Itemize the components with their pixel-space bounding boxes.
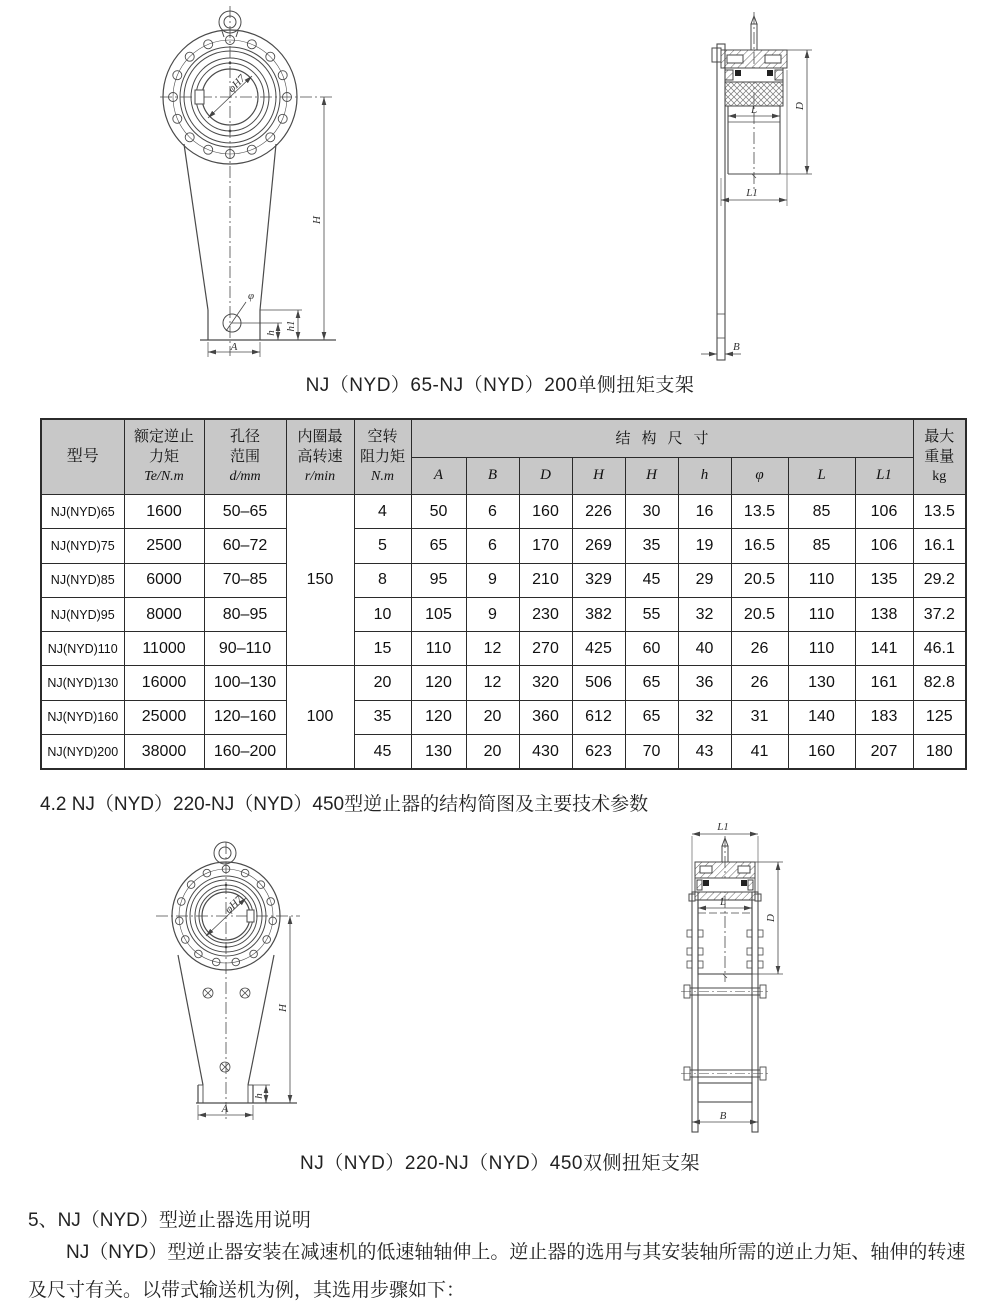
cell-idle-torque: 45 <box>354 735 411 770</box>
cell-dim: 130 <box>411 735 466 770</box>
cell-model: NJ(NYD)130 <box>41 666 124 700</box>
cell-idle-torque: 35 <box>354 700 411 734</box>
cell-torque: 2500 <box>124 529 204 563</box>
cell-dim: 161 <box>855 666 913 700</box>
header-unit: r/min <box>304 469 336 485</box>
cell-dim: 20 <box>466 700 519 734</box>
dim-label-H: H <box>311 216 323 224</box>
cell-dim: 31 <box>731 700 788 734</box>
header-line: 最大 <box>924 428 955 446</box>
cell-dim: 269 <box>572 529 625 563</box>
header-unit: Te/N.m <box>144 469 184 485</box>
table-row <box>41 735 966 770</box>
cell-dim: 12 <box>466 666 519 700</box>
header-unit: N.m <box>371 469 394 485</box>
table-row <box>41 700 966 734</box>
dim-label-B: B <box>733 341 740 353</box>
dim-label-A: A <box>230 341 238 353</box>
header-line: 范围 <box>229 447 260 465</box>
cell-model: NJ(NYD)95 <box>41 597 124 631</box>
cell-dim: 9 <box>466 597 519 631</box>
cell-torque: 11000 <box>124 632 204 666</box>
col-header-model: 型号 <box>41 419 124 495</box>
dim-label-h: h <box>253 1093 265 1099</box>
cell-bore-range: 70–85 <box>204 563 286 597</box>
header-line: 额定逆止 <box>133 428 194 446</box>
cell-dim: 135 <box>855 563 913 597</box>
cell-model: NJ(NYD)75 <box>41 529 124 563</box>
table-row <box>41 597 966 631</box>
cell-weight: 180 <box>913 735 966 770</box>
cell-model: NJ(NYD)110 <box>41 632 124 666</box>
dim-label-B: B <box>719 1110 727 1122</box>
cell-dim: 20 <box>466 735 519 770</box>
cell-model: NJ(NYD)65 <box>41 495 124 529</box>
cell-dim: 140 <box>788 700 855 734</box>
cell-dim: 50 <box>411 495 466 529</box>
cell-dim: 138 <box>855 597 913 631</box>
col-header-weight <box>913 419 966 495</box>
cell-dim: 6 <box>466 529 519 563</box>
cell-dim: 430 <box>519 735 572 770</box>
col-header-dim-A: A <box>411 458 466 495</box>
dim-label-H: H <box>277 1004 289 1012</box>
cell-dim: 506 <box>572 666 625 700</box>
spec-table <box>40 418 967 770</box>
dim-label-L: L <box>750 104 758 116</box>
cell-model: NJ(NYD)160 <box>41 700 124 734</box>
table-row <box>41 632 966 666</box>
cell-dim: 230 <box>519 597 572 631</box>
cell-idle-torque: 10 <box>354 597 411 631</box>
cell-model: NJ(NYD)85 <box>41 563 124 597</box>
col-header-speed <box>286 419 354 495</box>
cell-dim: 110 <box>788 597 855 631</box>
cell-dim: 60 <box>625 632 678 666</box>
header-unit: d/mm <box>229 469 261 485</box>
cell-dim: 329 <box>572 563 625 597</box>
header-line: 高转速 <box>297 447 343 465</box>
cell-dim: 13.5 <box>731 495 788 529</box>
cell-dim: 320 <box>519 666 572 700</box>
cell-weight: 13.5 <box>913 495 966 529</box>
cell-dim: 160 <box>519 495 572 529</box>
header-line: 力矩 <box>148 447 179 465</box>
cell-dim: 26 <box>731 666 788 700</box>
cell-idle-torque: 4 <box>354 495 411 529</box>
cell-weight: 125 <box>913 700 966 734</box>
cell-dim: 65 <box>625 700 678 734</box>
cell-dim: 106 <box>855 529 913 563</box>
single-bracket-caption: NJ（NYD）65-NJ（NYD）200单侧扭矩支架 <box>305 375 695 396</box>
header-line: 阻力矩 <box>359 447 405 465</box>
cell-dim: 95 <box>411 563 466 597</box>
cell-dim: 32 <box>678 597 731 631</box>
header-line: 内圈最 <box>297 428 343 446</box>
double-torque-arm-front-drawing <box>148 840 323 1130</box>
col-header-dim-H2: H <box>625 458 678 495</box>
cell-idle-torque: 8 <box>354 563 411 597</box>
cell-dim: 65 <box>411 529 466 563</box>
cell-max-speed: 100 <box>286 666 354 769</box>
cell-dim: 20.5 <box>731 597 788 631</box>
cell-bore-range: 80–95 <box>204 597 286 631</box>
table-row <box>41 563 966 597</box>
cell-dim: 45 <box>625 563 678 597</box>
col-header-bore <box>204 419 286 495</box>
cell-dim: 9 <box>466 563 519 597</box>
cell-dim: 29 <box>678 563 731 597</box>
cell-dim: 160 <box>788 735 855 770</box>
cell-torque: 6000 <box>124 563 204 597</box>
cell-dim: 382 <box>572 597 625 631</box>
col-header-idle-torque <box>354 419 411 495</box>
cell-dim: 110 <box>788 632 855 666</box>
cell-dim: 55 <box>625 597 678 631</box>
cell-bore-range: 90–110 <box>204 632 286 666</box>
dim-label-h1: h1 <box>285 320 297 332</box>
dim-label-h: h <box>265 330 277 336</box>
cell-torque: 1600 <box>124 495 204 529</box>
cell-dim: 65 <box>625 666 678 700</box>
cell-dim: 6 <box>466 495 519 529</box>
cell-dim: 35 <box>625 529 678 563</box>
table-row <box>41 666 966 700</box>
dim-label-L: L <box>719 896 727 908</box>
col-header-dim-D: D <box>519 458 572 495</box>
cell-weight: 37.2 <box>913 597 966 631</box>
cell-dim: 40 <box>678 632 731 666</box>
section-5-heading: 5、NJ（NYD）型逆止器选用说明 <box>28 1210 311 1231</box>
cell-torque: 38000 <box>124 735 204 770</box>
cell-dim: 26 <box>731 632 788 666</box>
cell-dim: 425 <box>572 632 625 666</box>
cell-dim: 30 <box>625 495 678 529</box>
cell-dim: 226 <box>572 495 625 529</box>
cell-dim: 43 <box>678 735 731 770</box>
single-torque-arm-front-drawing <box>140 4 350 366</box>
cell-dim: 120 <box>411 666 466 700</box>
cell-dim: 106 <box>855 495 913 529</box>
cell-dim: 120 <box>411 700 466 734</box>
cell-dim: 105 <box>411 597 466 631</box>
cell-dim: 210 <box>519 563 572 597</box>
col-header-dim-L1: L1 <box>855 458 913 495</box>
cell-bore-range: 160–200 <box>204 735 286 770</box>
cell-dim: 130 <box>788 666 855 700</box>
cell-bore-range: 100–130 <box>204 666 286 700</box>
col-header-dim-phi: φ <box>731 458 788 495</box>
cell-model: NJ(NYD)200 <box>41 735 124 770</box>
header-line: 重量 <box>924 447 955 465</box>
section-4-2-heading: 4.2 NJ（NYD）220-NJ（NYD）450型逆止器的结构简图及主要技术参数 <box>40 794 649 815</box>
cell-dim: 70 <box>625 735 678 770</box>
col-header-dim-H: H <box>572 458 625 495</box>
col-header-dim-L: L <box>788 458 855 495</box>
dim-label-A: A <box>221 1103 229 1115</box>
cell-dim: 612 <box>572 700 625 734</box>
cell-weight: 82.8 <box>913 666 966 700</box>
cell-idle-torque: 5 <box>354 529 411 563</box>
double-torque-arm-side-drawing <box>678 822 793 1137</box>
header-line: 空转 <box>367 428 398 446</box>
cell-dim: 12 <box>466 632 519 666</box>
header-unit: kg <box>932 469 947 485</box>
cell-bore-range: 50–65 <box>204 495 286 529</box>
cell-bore-range: 120–160 <box>204 700 286 734</box>
double-bracket-caption: NJ（NYD）220-NJ（NYD）450双侧扭矩支架 <box>300 1153 700 1174</box>
cell-dim: 16.5 <box>731 529 788 563</box>
dim-label-bore: φH7 <box>225 72 248 96</box>
section-5-paragraph: NJ（NYD）型逆止器安装在减速机的低速轴轴伸上。逆止器的选用与其安装轴所需的逆止力矩、轴伸的转速及尺寸有关。以带式输送机为例，其选用步骤如下： <box>28 1242 966 1301</box>
cell-dim: 207 <box>855 735 913 770</box>
cell-dim: 20.5 <box>731 563 788 597</box>
dim-label-phi: φ <box>248 290 255 302</box>
cell-dim: 110 <box>411 632 466 666</box>
table-body <box>41 495 966 770</box>
single-torque-arm-side-drawing <box>695 4 825 366</box>
dim-label-bore: φH7 <box>222 893 246 916</box>
dim-label-D: D <box>765 914 777 922</box>
cell-weight: 16.1 <box>913 529 966 563</box>
col-header-dim-h: h <box>678 458 731 495</box>
dim-label-L1: L1 <box>717 822 729 833</box>
cell-dim: 360 <box>519 700 572 734</box>
cell-dim: 36 <box>678 666 731 700</box>
cell-torque: 25000 <box>124 700 204 734</box>
cell-dim: 183 <box>855 700 913 734</box>
table-row <box>41 495 966 529</box>
cell-max-speed: 150 <box>286 495 354 666</box>
table-row <box>41 529 966 563</box>
cell-torque: 16000 <box>124 666 204 700</box>
cell-dim: 623 <box>572 735 625 770</box>
cell-idle-torque: 15 <box>354 632 411 666</box>
cell-idle-torque: 20 <box>354 666 411 700</box>
cell-dim: 110 <box>788 563 855 597</box>
col-header-structure: 结构尺寸 <box>411 419 913 458</box>
cell-weight: 29.2 <box>913 563 966 597</box>
header-line: 孔径 <box>229 428 260 446</box>
cell-dim: 85 <box>788 495 855 529</box>
cell-dim: 85 <box>788 529 855 563</box>
col-header-dim-B: B <box>466 458 519 495</box>
cell-weight: 46.1 <box>913 632 966 666</box>
cell-dim: 32 <box>678 700 731 734</box>
cell-dim: 41 <box>731 735 788 770</box>
cell-dim: 170 <box>519 529 572 563</box>
cell-dim: 270 <box>519 632 572 666</box>
cell-bore-range: 60–72 <box>204 529 286 563</box>
cell-dim: 141 <box>855 632 913 666</box>
cell-dim: 19 <box>678 529 731 563</box>
cell-dim: 16 <box>678 495 731 529</box>
cell-torque: 8000 <box>124 597 204 631</box>
dim-label-D: D <box>794 102 806 110</box>
dim-label-L1: L1 <box>746 187 758 199</box>
col-header-torque <box>124 419 204 495</box>
